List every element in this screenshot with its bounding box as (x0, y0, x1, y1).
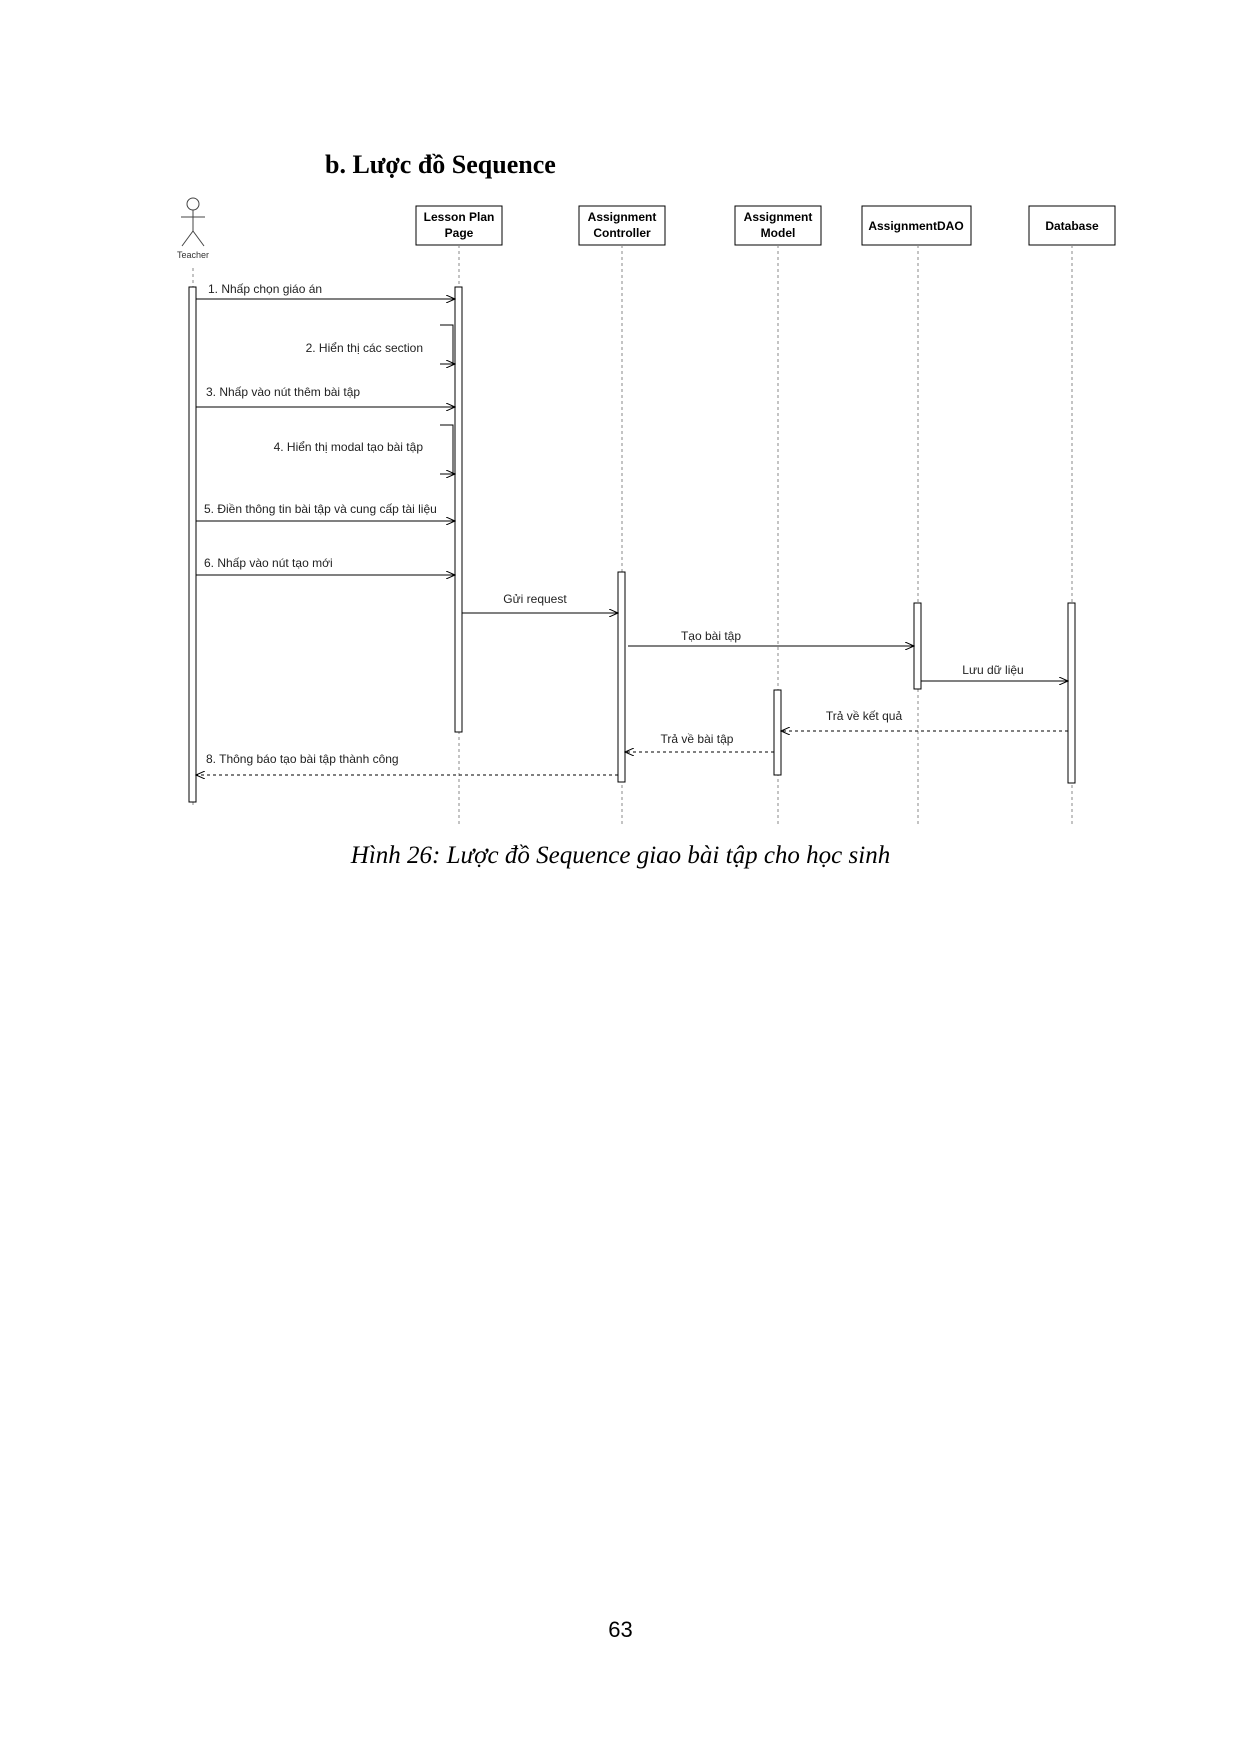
activation-assignment-dao (914, 603, 921, 689)
activation-lesson-plan-page (455, 287, 462, 732)
participant-label-line-2: Page (444, 226, 474, 240)
message-label: 2. Hiển thị các section (305, 341, 423, 355)
activation-teacher (189, 287, 196, 802)
figure-caption: Hình 26: Lược đồ Sequence giao bài tập cho học sinh (350, 842, 891, 869)
participant-label: Database (1045, 219, 1099, 233)
activation-bars (189, 287, 1075, 802)
message-label: Trả về bài tập (660, 732, 734, 746)
participant-label-line-1: Assignment (587, 210, 657, 224)
participant-database (1029, 206, 1115, 245)
participant-assignment-dao (862, 206, 971, 245)
participant-label: AssignmentDAO (868, 219, 964, 233)
message-label: 4. Hiển thị modal tạo bài tập (273, 440, 423, 454)
participant-label-line-1: Assignment (743, 210, 813, 224)
message-label: 6. Nhấp vào nút tạo mới (204, 556, 333, 570)
message-label: Gửi request (503, 592, 567, 606)
activation-assignment-model (774, 690, 781, 775)
page-number: 63 (608, 1617, 633, 1642)
section-heading: b. Lược đồ Sequence (325, 150, 556, 179)
messages (196, 282, 1068, 775)
participant-label-line-2: Model (760, 226, 796, 240)
message-label: Lưu dữ liệu (962, 663, 1024, 677)
actor-label: Teacher (176, 250, 210, 260)
participant-label-line-2: Controller (593, 226, 651, 240)
participant-assignment-model (735, 206, 821, 245)
activation-database (1068, 603, 1075, 783)
message-label: Tạo bài tập (680, 629, 742, 643)
message-label: 8. Thông báo tạo bài tập thành công (206, 752, 399, 766)
message-label: Trả về kết quả (825, 709, 903, 723)
actor-teacher (177, 198, 209, 260)
participant-lesson-plan-page (416, 206, 502, 245)
lifelines (193, 245, 1072, 826)
message-arrow (440, 425, 455, 474)
message-label: 5. Điền thông tin bài tập và cung cấp tài liệu (204, 502, 437, 516)
message-label: 1. Nhấp chọn giáo án (208, 282, 323, 296)
participant-label-line-1: Lesson Plan (423, 210, 495, 224)
participant-assignment-controller (579, 206, 665, 245)
activation-assignment-controller (618, 572, 625, 782)
message-arrow (440, 325, 455, 364)
message-label: 3. Nhấp vào nút thêm bài tập (206, 385, 361, 399)
